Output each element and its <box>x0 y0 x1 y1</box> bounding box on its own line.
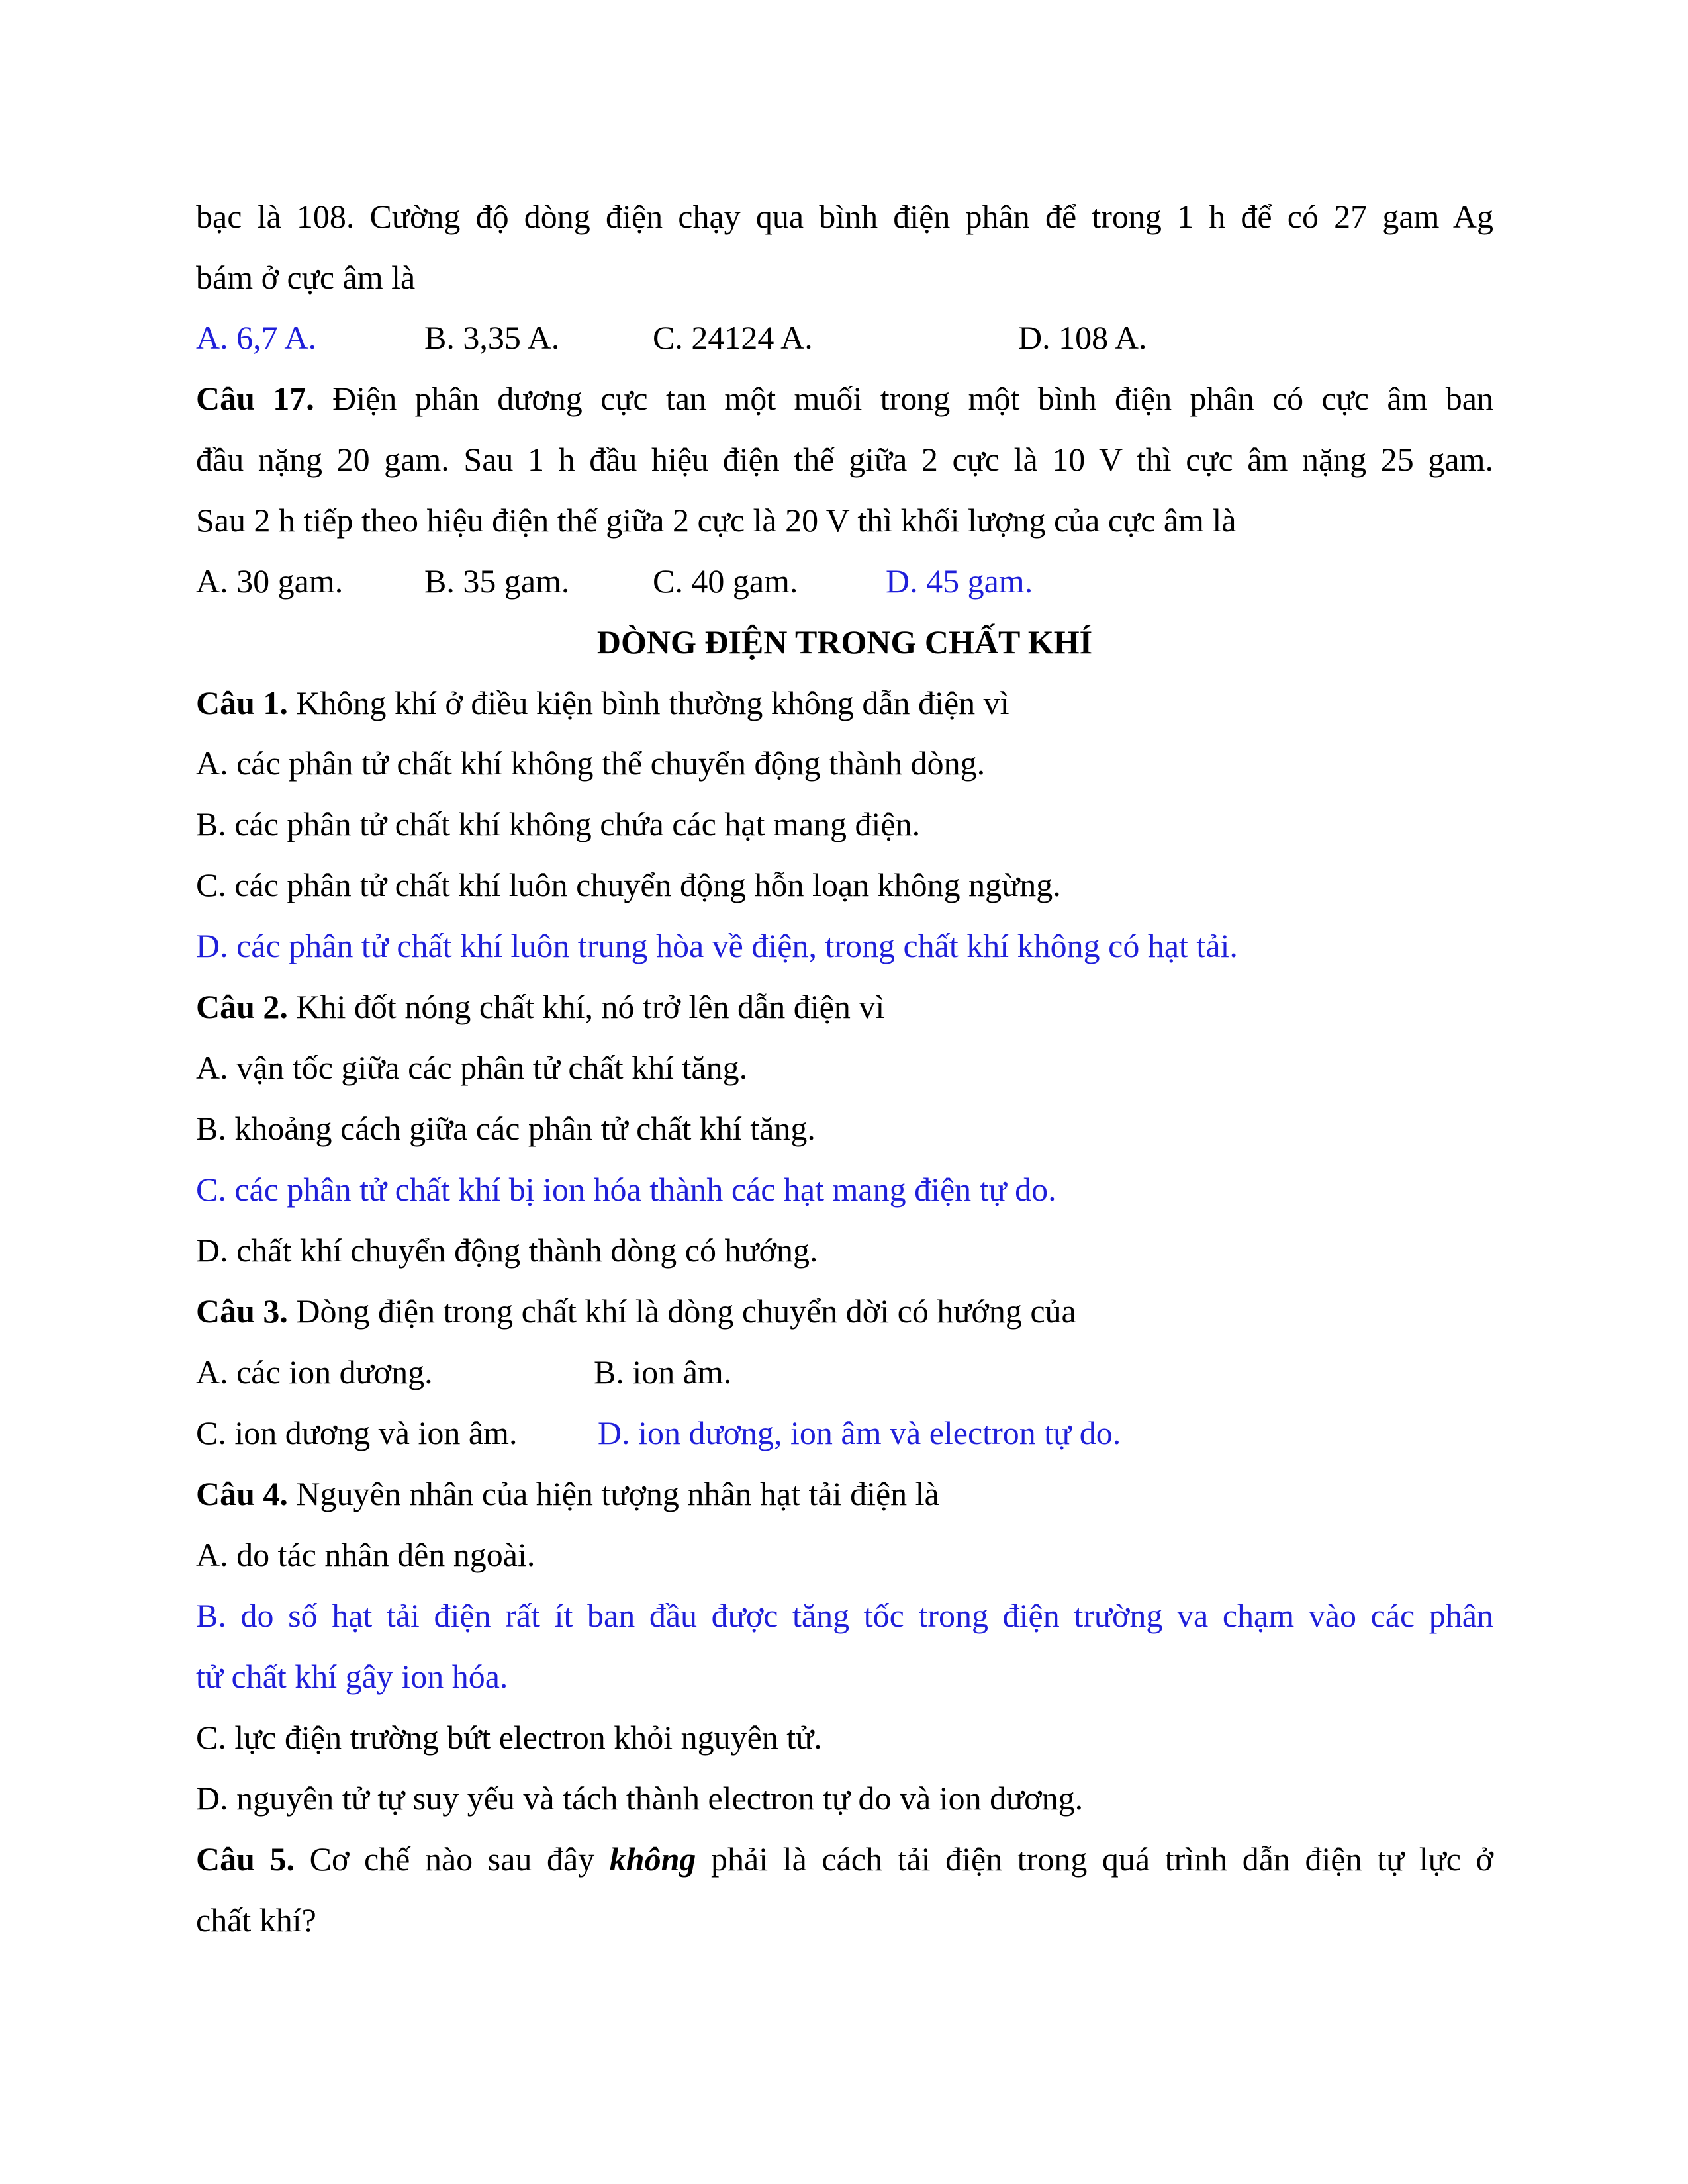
q17-option-a: A. 30 gam. <box>196 563 344 600</box>
q17-label: Câu 17. <box>196 380 314 417</box>
q16-option-c: C. 24124 A. <box>653 319 813 356</box>
c3-stem-text: Dòng điện trong chất khí là dòng chuyển dời có hướng của <box>287 1293 1076 1330</box>
c2-option-d: D. chất khí chuyển động thành dòng có hướng. <box>196 1232 818 1269</box>
c5-stem-emphasis: không <box>609 1841 696 1878</box>
c3-option-c: C. ion dương và ion âm. <box>196 1414 518 1451</box>
c5-stem-post: phải là cách tải điện trong quá trình dẫn điện tự lực ở <box>696 1841 1493 1878</box>
c4-option-b-line-1: B. do số hạt tải điện rất ít ban đầu được tăng tốc trong điện trường va chạm vào các phân <box>196 1597 1493 1634</box>
c1-stem <box>196 676 1493 729</box>
q16-text-line-1: bạc là 108. Cường độ dòng điện chạy qua bình điện phân để trong 1 h để có 27 gam Ag <box>196 198 1493 235</box>
c2-option-a: A. vận tốc giữa các phân tử chất khí tăng. <box>196 1049 748 1086</box>
q16-option-a: A. 6,7 A. <box>196 319 316 356</box>
c4-option-d: D. nguyên tử tự suy yếu và tách thành electron tự do và ion dương. <box>196 1780 1084 1817</box>
c1-label: Câu 1. <box>196 684 288 721</box>
c1-option-d: D. các phân tử chất khí luôn trung hòa về điện, trong chất khí không có hạt tải. <box>196 927 1238 964</box>
q17-stem-line-2: đầu nặng 20 gam. Sau 1 h đầu hiệu điện thế giữa 2 cực là 10 V thì cực âm nặng 25 gam. <box>196 441 1493 478</box>
c2-option-b: B. khoảng cách giữa các phân tử chất khí tăng. <box>196 1110 816 1147</box>
c1-option-a: A. các phân tử chất khí không thể chuyển động thành dòng. <box>196 745 986 782</box>
c4-option-c: C. lực điện trường bứt electron khỏi nguyên tử. <box>196 1719 822 1756</box>
c5-label: Câu 5. <box>196 1841 295 1878</box>
q16-option-b: B. 3,35 A. <box>424 319 560 356</box>
c4-label: Câu 4. <box>196 1475 288 1512</box>
c1-option-b: B. các phân tử chất khí không chứa các hạt mang điện. <box>196 805 921 842</box>
q16-text-line-2: bám ở cực âm là <box>196 259 416 296</box>
c5-stem-line-2: chất khí? <box>196 1901 316 1938</box>
q17-stem-line-3: Sau 2 h tiếp theo hiệu điện thế giữa 2 cực là 20 V thì khối lượng của cực âm là <box>196 502 1237 539</box>
c1-stem-text: Không khí ở điều kiện bình thường không dẫn điện vì <box>287 684 1009 721</box>
q16-option-d: D. 108 A. <box>1018 319 1147 356</box>
section-title-text: DÒNG ĐIỆN TRONG CHẤT KHÍ <box>596 623 1093 660</box>
c5-stem-pre: Cơ chế nào sau đây <box>295 1841 610 1878</box>
c4-stem <box>196 1467 1493 1520</box>
q17-option-c: C. 40 gam. <box>653 563 798 600</box>
c2-option-c: C. các phân tử chất khí bị ion hóa thành các hạt mang điện tự do. <box>196 1171 1056 1208</box>
q17-stem-line-1 <box>196 372 1493 425</box>
c3-option-b: B. ion âm. <box>594 1353 732 1390</box>
q17-options <box>196 555 1493 608</box>
c3-options-row-1 <box>196 1345 1493 1398</box>
c4-stem-text: Nguyên nhân của hiện tượng nhân hạt tải điện là <box>287 1475 939 1512</box>
section-title <box>196 615 1493 668</box>
q17-option-b: B. 35 gam. <box>424 563 570 600</box>
c3-stem <box>196 1285 1493 1338</box>
c3-option-a: A. các ion dương. <box>196 1353 433 1390</box>
c2-label: Câu 2. <box>196 988 288 1025</box>
c3-option-d: D. ion dương, ion âm và electron tự do. <box>598 1414 1121 1451</box>
c3-options-row-2 <box>196 1406 1493 1459</box>
c4-option-b-line-2: tử chất khí gây ion hóa. <box>196 1658 508 1695</box>
c5-stem-line-1 <box>196 1833 1493 1886</box>
c3-label: Câu 3. <box>196 1293 288 1330</box>
q17-stem-text: Điện phân dương cực tan một muối trong một bình điện phân có cực âm ban <box>314 380 1493 417</box>
c2-stem-text: Khi đốt nóng chất khí, nó trở lên dẫn điện vì <box>287 988 885 1025</box>
c1-option-c: C. các phân tử chất khí luôn chuyển động hỗn loạn không ngừng. <box>196 866 1061 903</box>
c2-stem <box>196 980 1493 1033</box>
c4-option-a: A. do tác nhân dên ngoài. <box>196 1536 536 1573</box>
q17-option-d: D. 45 gam. <box>886 563 1033 600</box>
q16-options <box>196 311 1493 364</box>
